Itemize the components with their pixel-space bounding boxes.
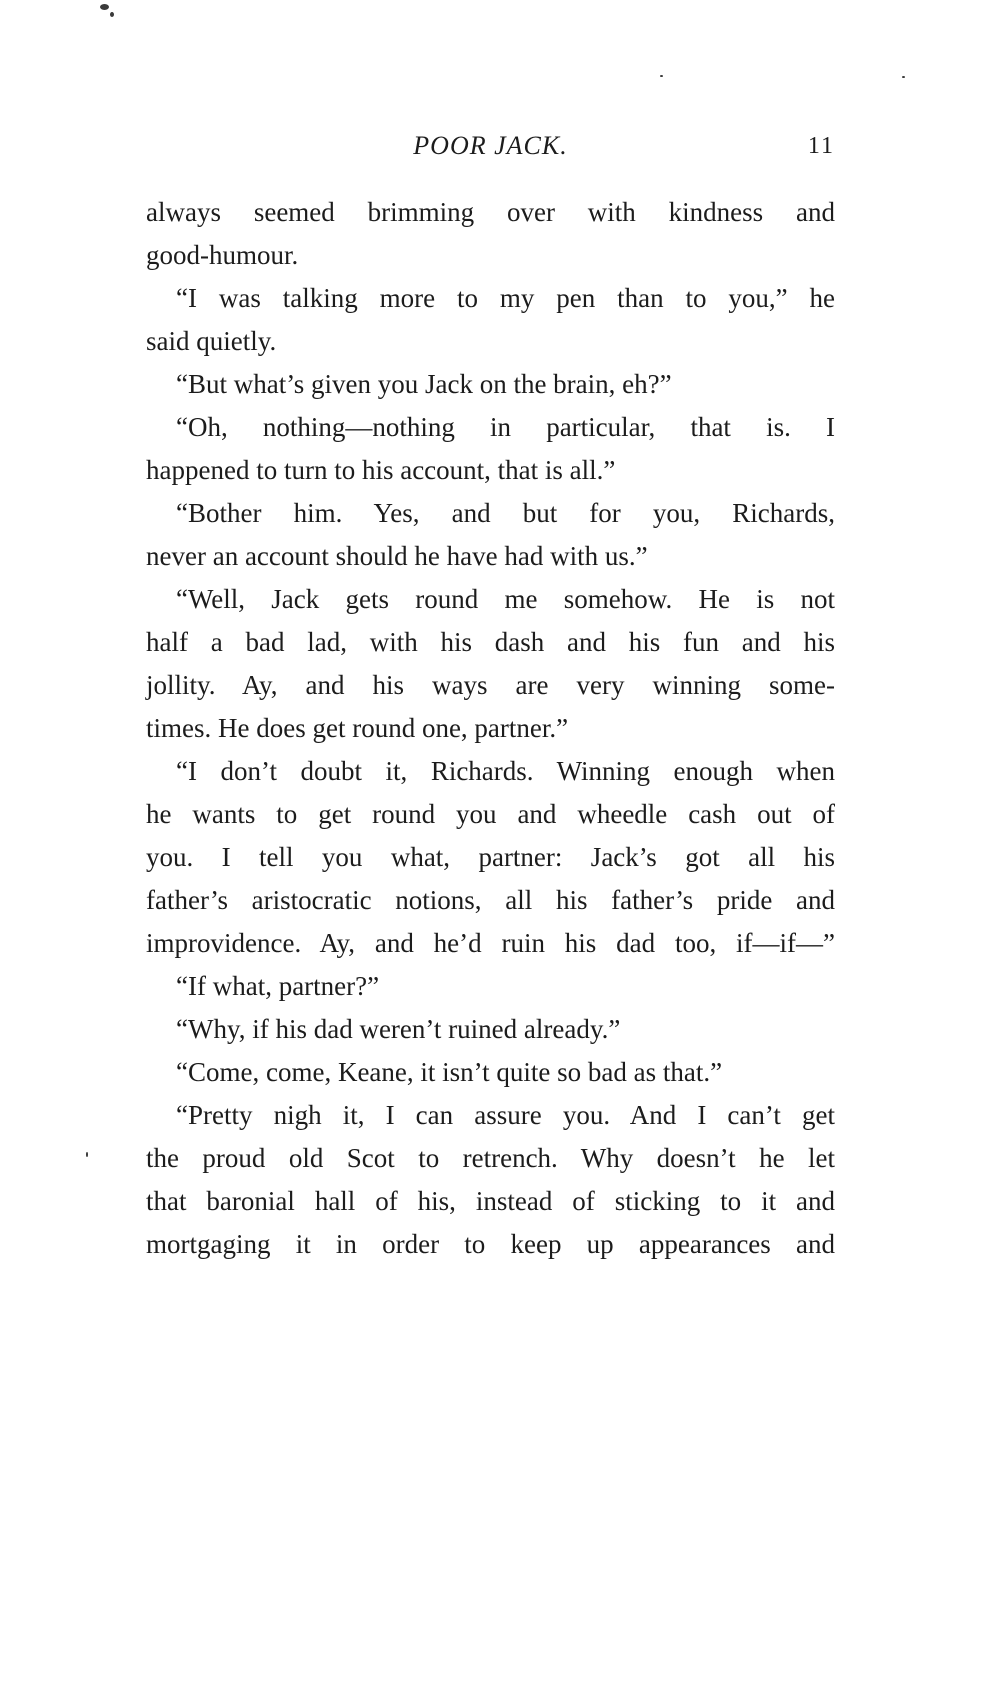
text-line: “Why, if his dad weren’t ruined already.” [176, 1014, 621, 1044]
text-line: he wants to get round you and wheedle cash out of [146, 799, 835, 829]
text-line: “But what’s given you Jack on the brain, eh?” [176, 369, 672, 399]
text-line: “Well, Jack gets round me somehow. He is not [176, 584, 835, 614]
ink-speck [86, 1152, 88, 1157]
running-title: POOR JACK. [413, 131, 568, 160]
text-line: the proud old Scot to retrench. Why doesn’t he let [146, 1143, 835, 1173]
text-line: you. I tell you what, partner: Jack’s got all his [146, 842, 835, 872]
text-line: always seemed brimming over with kindness and [146, 197, 835, 227]
body-text [146, 191, 835, 1266]
text-line: father’s aristocratic notions, all his father’s pride and [146, 885, 835, 915]
text-line: times. He does get round one, partner.” [146, 713, 569, 743]
text-line: “Pretty nigh it, I can assure you. And I can’t get [176, 1100, 835, 1130]
ink-speck [660, 75, 663, 77]
page-number: 11 [807, 133, 835, 159]
ink-speck [902, 76, 905, 78]
text-line: jollity. Ay, and his ways are very winning some- [146, 670, 835, 700]
text-line: “Bother him. Yes, and but for you, Richards, [176, 498, 835, 528]
ink-speck [110, 12, 114, 17]
text-line: “Come, come, Keane, it isn’t quite so bad as that.” [176, 1057, 723, 1087]
text-line: “I don’t doubt it, Richards. Winning enough when [176, 756, 835, 786]
text-line: never an account should he have had with us.” [146, 541, 648, 571]
text-line: good-humour. [146, 240, 299, 270]
text-line: improvidence. Ay, and he’d ruin his dad too, if—if—” [146, 928, 835, 958]
text-line: mortgaging it in order to keep up appearances and [146, 1229, 835, 1259]
text-line: “I was talking more to my pen than to you,” he [176, 283, 835, 313]
text-line: “Oh, nothing—nothing in particular, that is. I [176, 412, 835, 442]
text-line: “If what, partner?” [176, 971, 380, 1001]
ink-speck [100, 4, 109, 10]
text-line: that baronial hall of his, instead of sticking to it and [146, 1186, 835, 1216]
text-line: happened to turn to his account, that is all.” [146, 455, 616, 485]
text-line: half a bad lad, with his dash and his fun and his [146, 627, 835, 657]
text-line: said quietly. [146, 326, 277, 356]
page-header [146, 131, 835, 165]
